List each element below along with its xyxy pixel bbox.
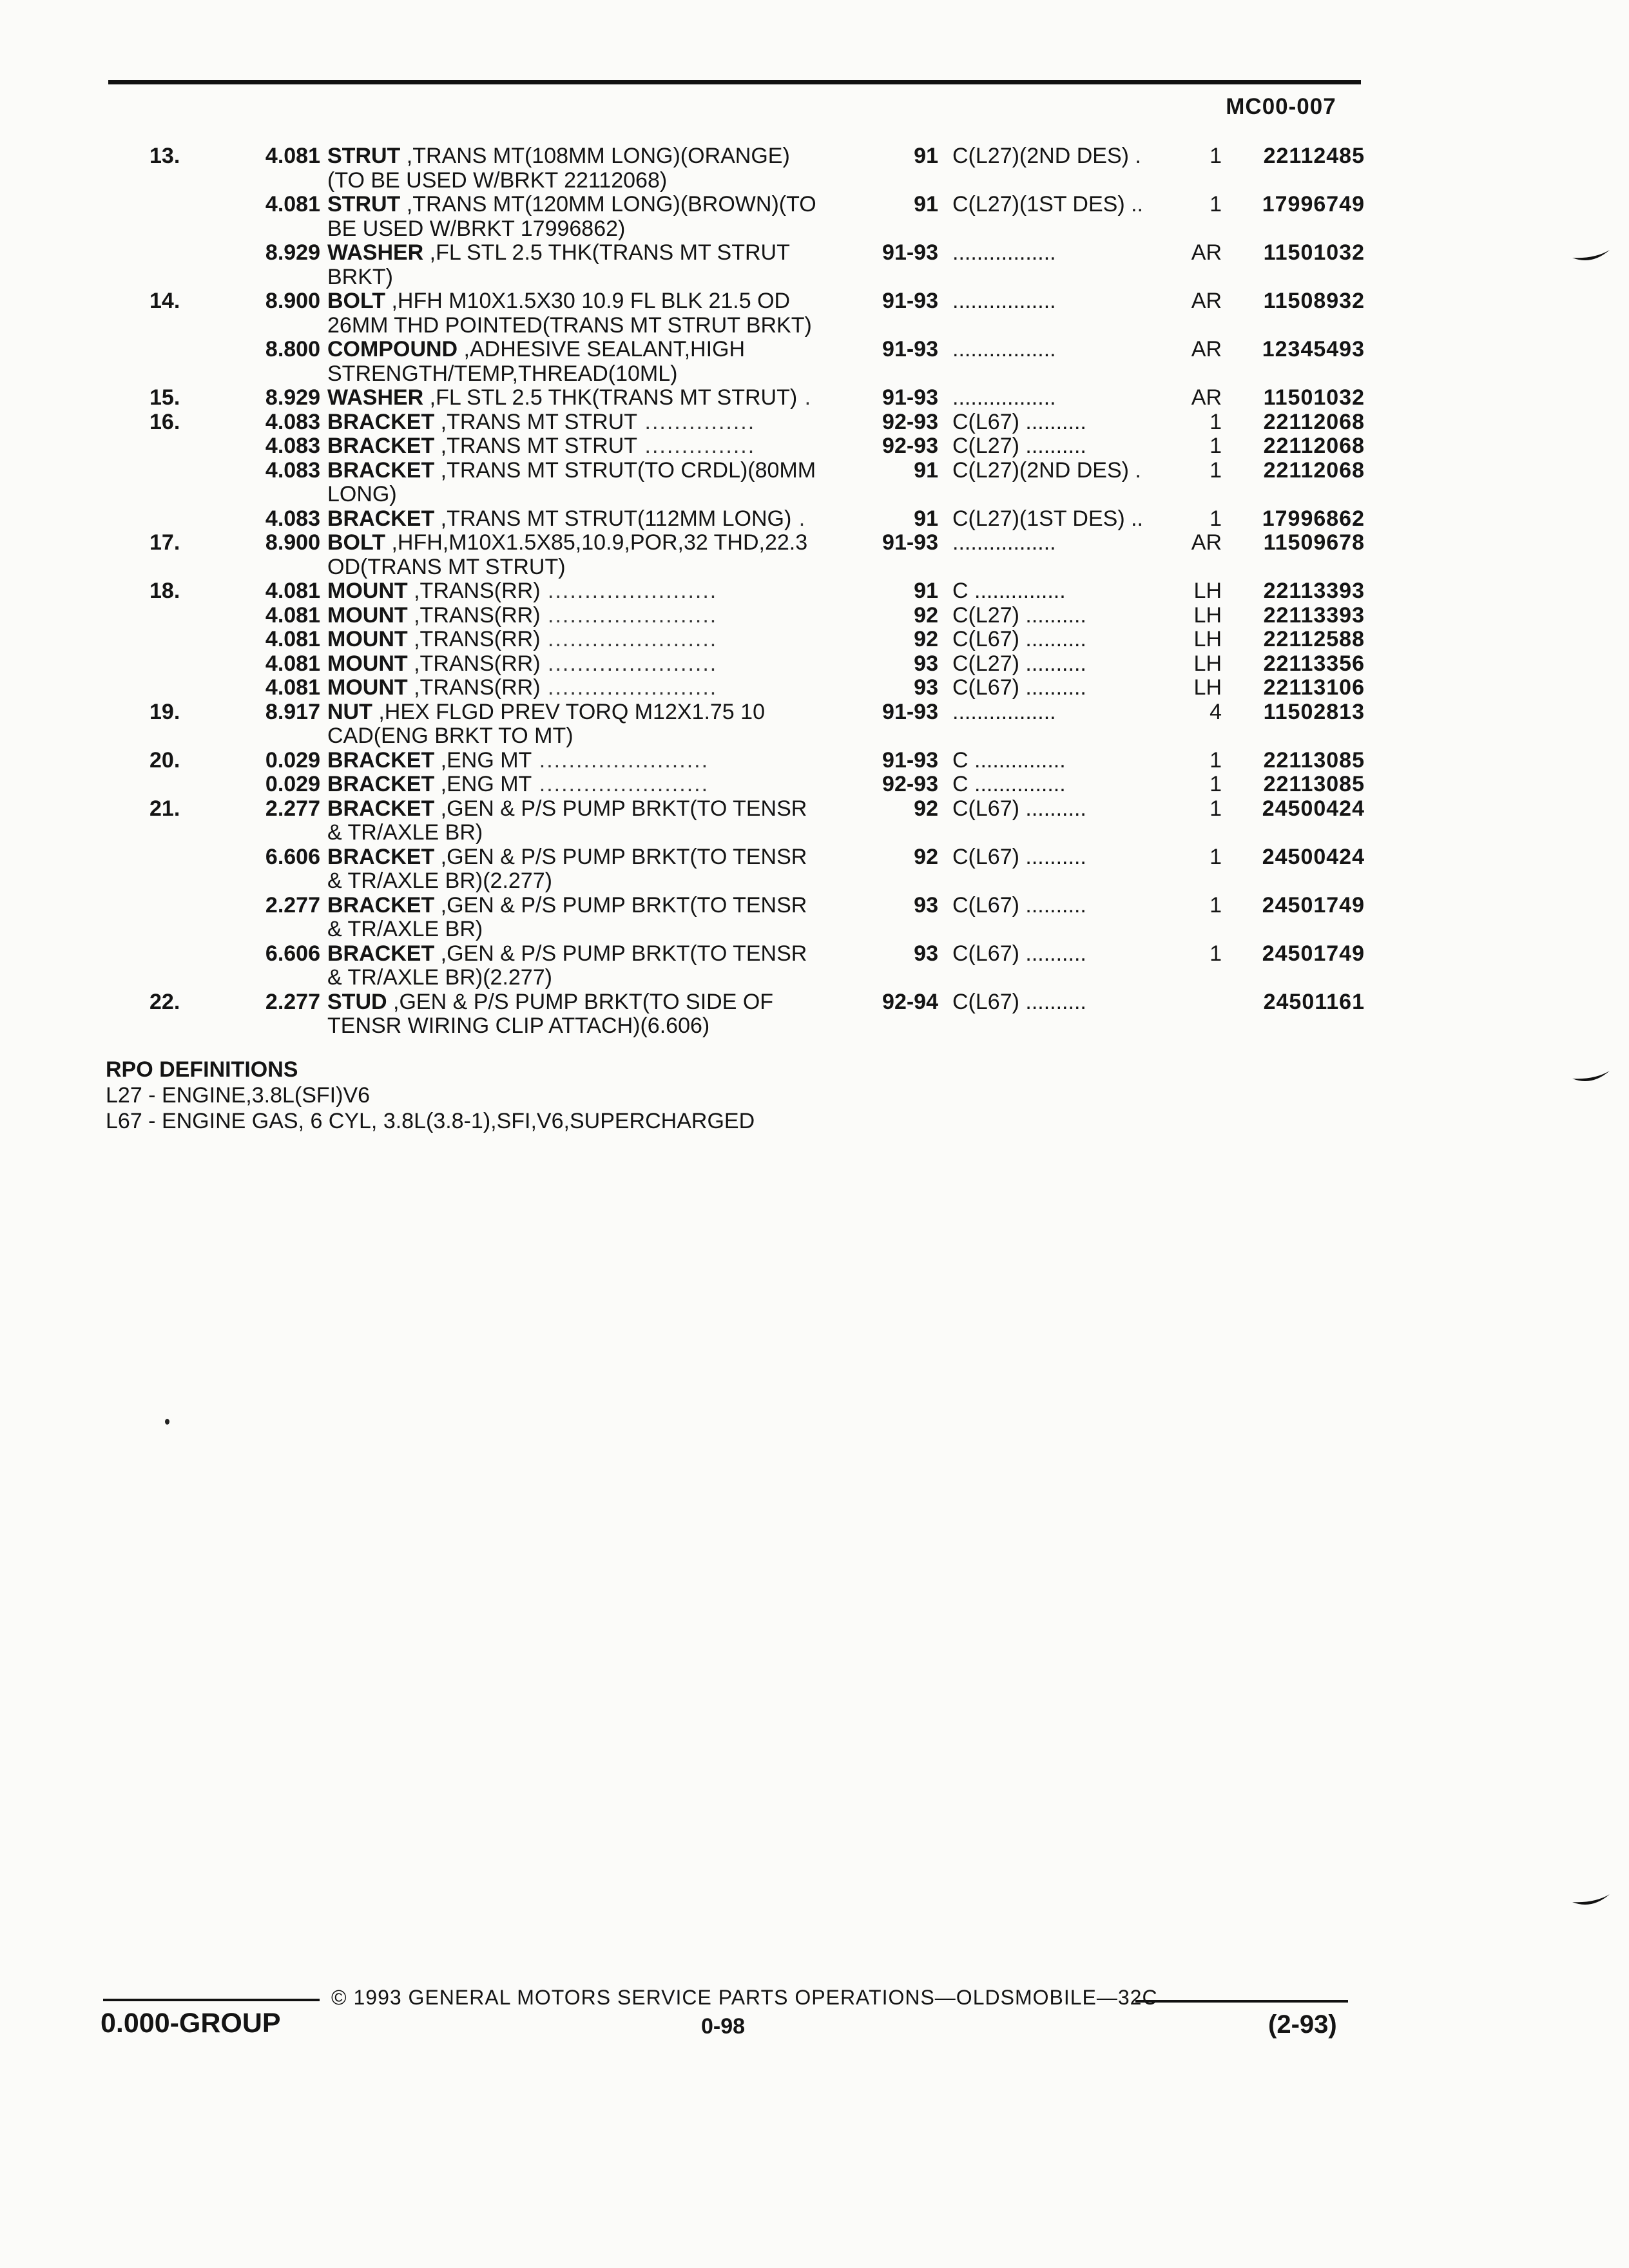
group-number: 6.606 xyxy=(265,941,320,966)
part-description xyxy=(327,966,851,990)
group-number: 6.606 xyxy=(265,845,320,869)
parts-row xyxy=(0,628,1629,653)
part-name: BRACKET xyxy=(327,434,435,458)
option-code: C(L27)(2ND DES) . xyxy=(952,459,1141,483)
option-code: C(L67) .......... xyxy=(952,410,1086,434)
part-description xyxy=(327,483,851,506)
parts-row xyxy=(0,894,1629,919)
leader-dots: ....................... xyxy=(532,773,709,796)
part-detail: ,TRANS MT STRUT xyxy=(434,434,638,458)
group-number: 4.081 xyxy=(265,579,320,603)
quantity: LH xyxy=(1193,675,1222,700)
part-number: 22113085 xyxy=(1263,748,1365,773)
binder-hole-mark-bottom xyxy=(1571,1890,1611,1910)
item-number: 14. xyxy=(149,289,180,313)
part-number: 22112068 xyxy=(1263,434,1365,458)
part-name: BRACKET xyxy=(327,845,435,869)
part-description xyxy=(327,990,851,1014)
part-name: BOLT xyxy=(327,289,386,313)
part-number: 11502813 xyxy=(1263,700,1365,724)
parts-row xyxy=(0,845,1629,871)
option-code: C(L27)(1ST DES) .. xyxy=(952,193,1144,216)
page-number: 0-98 xyxy=(701,2014,746,2039)
footer-rule-right xyxy=(1135,2000,1348,2003)
part-detail: ,TRANS MT STRUT(TO CRDL)(80MM xyxy=(434,459,816,483)
part-name: STRUT xyxy=(327,144,401,168)
part-name: MOUNT xyxy=(327,579,408,603)
part-description xyxy=(327,579,851,603)
part-description xyxy=(327,845,851,869)
group-number: 4.083 xyxy=(265,410,320,434)
quantity: 1 xyxy=(1210,506,1222,531)
model-years: 92 xyxy=(914,603,938,628)
group-number: 8.900 xyxy=(265,289,320,313)
model-years: 92 xyxy=(914,845,938,869)
part-detail: ,GEN & P/S PUMP BRKT(TO TENSR xyxy=(434,797,807,821)
model-years: 93 xyxy=(914,675,938,700)
parts-row xyxy=(0,410,1629,436)
item-number: 16. xyxy=(149,410,180,434)
part-description xyxy=(327,628,851,651)
quantity: 1 xyxy=(1210,845,1222,869)
model-years: 91 xyxy=(914,458,938,483)
part-detail: ,GEN & P/S PUMP BRKT(TO SIDE OF xyxy=(387,990,774,1014)
parts-row xyxy=(0,386,1629,412)
part-name: BRACKET xyxy=(327,459,435,483)
parts-row xyxy=(0,144,1629,170)
leader-dots: ....................... xyxy=(540,604,718,628)
part-description xyxy=(327,918,851,941)
option-code: C(L27)(2ND DES) . xyxy=(952,144,1141,168)
quantity: LH xyxy=(1193,603,1222,628)
part-name: MOUNT xyxy=(327,652,408,676)
rpo-title: RPO DEFINITIONS xyxy=(106,1057,298,1082)
model-years: 91-93 xyxy=(882,289,938,313)
group-number: 8.929 xyxy=(265,385,320,410)
part-detail: ,HFH M10X1.5X30 10.9 FL BLK 21.5 OD xyxy=(385,289,791,313)
model-years: 91-93 xyxy=(882,700,938,724)
quantity: LH xyxy=(1193,651,1222,676)
model-years: 93 xyxy=(914,941,938,966)
option-code: C(L67) .......... xyxy=(952,990,1086,1014)
parts-row xyxy=(0,942,1629,968)
leader-dots: ............... xyxy=(637,410,756,434)
option-code: ................. xyxy=(952,386,1056,410)
option-code: ................. xyxy=(952,700,1056,724)
group-number: 4.081 xyxy=(265,192,320,216)
parts-row-continuation xyxy=(0,821,1629,847)
model-years: 91-93 xyxy=(882,337,938,361)
option-code: ................. xyxy=(952,531,1056,555)
item-number: 13. xyxy=(149,144,180,168)
parts-row xyxy=(0,241,1629,267)
quantity: AR xyxy=(1191,337,1222,361)
part-description xyxy=(327,507,851,531)
group-number: 8.917 xyxy=(265,700,320,724)
part-detail: (TO BE USED W/BRKT 22112068) xyxy=(327,169,668,193)
part-detail: 26MM THD POINTED(TRANS MT STRUT BRKT) xyxy=(327,314,812,338)
parts-row xyxy=(0,990,1629,1016)
part-name: BRACKET xyxy=(327,894,435,918)
group-number: 4.081 xyxy=(265,675,320,700)
part-name: BRACKET xyxy=(327,797,435,821)
part-detail: ,FL STL 2.5 THK(TRANS MT STRUT) xyxy=(423,386,798,410)
part-description xyxy=(327,434,851,458)
group-number: 4.081 xyxy=(265,603,320,628)
part-detail: BE USED W/BRKT 17996862) xyxy=(327,217,626,241)
part-detail: TENSR WIRING CLIP ATTACH)(6.606) xyxy=(327,1014,710,1038)
group-number: 4.081 xyxy=(265,627,320,651)
parts-row xyxy=(0,700,1629,726)
leader-dots: ....................... xyxy=(532,749,709,773)
document-code: MC00-007 xyxy=(1226,94,1336,119)
group-number: 4.081 xyxy=(265,144,320,168)
parts-row-continuation xyxy=(0,966,1629,992)
item-number: 17. xyxy=(149,530,180,555)
part-detail: BRKT) xyxy=(327,265,393,289)
part-detail: ,ENG MT xyxy=(434,749,532,773)
option-code: C(L27) .......... xyxy=(952,652,1086,676)
parts-row xyxy=(0,434,1629,460)
copyright-line: © 1993 GENERAL MOTORS SERVICE PARTS OPERATIONS—OLDSMOBILE—32C xyxy=(331,1986,1158,2009)
part-description xyxy=(327,749,851,773)
group-label: 0.000-GROUP xyxy=(101,2008,281,2039)
item-number: 19. xyxy=(149,700,180,724)
scan-speck xyxy=(165,1419,169,1425)
part-number: 12345493 xyxy=(1262,337,1365,361)
part-detail: ,GEN & P/S PUMP BRKT(TO TENSR xyxy=(434,845,807,869)
parts-row-continuation xyxy=(0,265,1629,291)
item-number: 15. xyxy=(149,385,180,410)
part-description xyxy=(327,676,851,700)
item-number: 20. xyxy=(149,748,180,773)
parts-row xyxy=(0,507,1629,533)
model-years: 91 xyxy=(914,506,938,531)
option-code: C(L27) .......... xyxy=(952,604,1086,628)
quantity: 1 xyxy=(1210,144,1222,168)
parts-row-continuation xyxy=(0,918,1629,943)
part-description xyxy=(327,555,851,579)
leader-dots: ....................... xyxy=(540,652,718,676)
parts-row xyxy=(0,749,1629,774)
quantity: 1 xyxy=(1210,434,1222,458)
quantity: LH xyxy=(1193,627,1222,651)
quantity: AR xyxy=(1191,385,1222,410)
part-name: STUD xyxy=(327,990,387,1014)
part-description xyxy=(327,773,851,796)
part-detail: LONG) xyxy=(327,483,397,506)
parts-row xyxy=(0,459,1629,485)
part-name: BRACKET xyxy=(327,507,435,531)
leader-dots: ....................... xyxy=(540,579,718,603)
group-number: 4.081 xyxy=(265,651,320,676)
leader-dots: ....................... xyxy=(540,628,718,651)
part-detail: ,FL STL 2.5 THK(TRANS MT STRUT xyxy=(423,241,790,265)
part-detail: ,TRANS MT(108MM LONG)(ORANGE) xyxy=(400,144,790,168)
part-number: 22112068 xyxy=(1263,410,1365,434)
option-code: C(L27)(1ST DES) .. xyxy=(952,507,1144,531)
part-number: 22113356 xyxy=(1263,651,1365,676)
part-number: 24501749 xyxy=(1262,941,1365,966)
part-detail: ,ENG MT xyxy=(434,773,532,796)
part-number: 24501161 xyxy=(1263,990,1365,1014)
option-code: C(L27) .......... xyxy=(952,434,1086,458)
part-detail: ,TRANS MT STRUT(112MM LONG) xyxy=(434,507,792,531)
quantity: 1 xyxy=(1210,941,1222,966)
part-description xyxy=(327,459,851,483)
parts-row-continuation xyxy=(0,314,1629,340)
part-name: MOUNT xyxy=(327,676,408,700)
part-description xyxy=(327,386,851,410)
top-rule xyxy=(108,80,1361,84)
part-description xyxy=(327,942,851,966)
part-detail: ,TRANS(RR) xyxy=(407,676,541,700)
quantity: 1 xyxy=(1210,748,1222,773)
part-number: 22112588 xyxy=(1263,627,1365,651)
item-number: 21. xyxy=(149,796,180,821)
part-description xyxy=(327,289,851,313)
item-number: 22. xyxy=(149,990,180,1014)
part-number: 24500424 xyxy=(1262,845,1365,869)
model-years: 92 xyxy=(914,627,938,651)
quantity: 1 xyxy=(1210,772,1222,796)
part-detail: & TR/AXLE BR)(2.277) xyxy=(327,869,552,893)
model-years: 93 xyxy=(914,893,938,918)
parts-row-continuation xyxy=(0,555,1629,581)
part-name: BOLT xyxy=(327,531,386,555)
part-description xyxy=(327,144,851,168)
parts-row xyxy=(0,676,1629,702)
group-number: 8.900 xyxy=(265,530,320,555)
part-number: 24500424 xyxy=(1262,796,1365,821)
part-detail: OD(TRANS MT STRUT) xyxy=(327,555,566,579)
part-name: NUT xyxy=(327,700,372,724)
part-description xyxy=(327,193,851,216)
model-years: 92-93 xyxy=(882,410,938,434)
rpo-definitions xyxy=(106,1057,755,1134)
part-detail: ,TRANS(RR) xyxy=(407,579,541,603)
part-detail: & TR/AXLE BR)(2.277) xyxy=(327,966,552,990)
model-years: 92 xyxy=(914,796,938,821)
part-detail: ,HEX FLGD PREV TORQ M12X1.75 10 xyxy=(372,700,765,724)
part-description xyxy=(327,604,851,628)
quantity: 1 xyxy=(1210,893,1222,918)
part-name: BRACKET xyxy=(327,749,435,773)
parts-row xyxy=(0,289,1629,315)
part-description xyxy=(327,265,851,289)
part-detail: & TR/AXLE BR) xyxy=(327,821,483,845)
part-description xyxy=(327,894,851,918)
part-detail: ,TRANS MT STRUT xyxy=(434,410,638,434)
model-years: 91-93 xyxy=(882,240,938,265)
option-code: C(L67) .......... xyxy=(952,797,1086,821)
part-number: 22113393 xyxy=(1263,579,1365,603)
option-code: C(L67) .......... xyxy=(952,942,1086,966)
group-number: 4.083 xyxy=(265,458,320,483)
part-number: 22113393 xyxy=(1263,603,1365,628)
group-number: 0.029 xyxy=(265,748,320,773)
option-code: ................. xyxy=(952,289,1056,313)
parts-row-continuation xyxy=(0,217,1629,243)
part-name: BRACKET xyxy=(327,942,435,966)
part-number: 22113106 xyxy=(1263,675,1365,700)
option-code: C(L67) .......... xyxy=(952,894,1086,918)
part-number: 22112485 xyxy=(1263,144,1365,168)
group-number: 2.277 xyxy=(265,893,320,918)
part-number: 22112068 xyxy=(1263,458,1365,483)
model-years: 92-93 xyxy=(882,434,938,458)
part-number: 22113085 xyxy=(1263,772,1365,796)
part-detail: & TR/AXLE BR) xyxy=(327,918,483,941)
model-years: 92-94 xyxy=(882,990,938,1014)
part-name: MOUNT xyxy=(327,604,408,628)
part-description xyxy=(327,338,851,361)
parts-row xyxy=(0,797,1629,823)
part-number: 11509678 xyxy=(1263,530,1365,555)
part-description xyxy=(327,531,851,555)
footer-rule-left xyxy=(103,1999,320,2001)
part-detail: ,GEN & P/S PUMP BRKT(TO TENSR xyxy=(434,894,807,918)
part-name: WASHER xyxy=(327,386,424,410)
quantity: AR xyxy=(1191,289,1222,313)
option-code: C(L67) .......... xyxy=(952,845,1086,869)
part-number: 11501032 xyxy=(1263,385,1365,410)
rpo-definition-l27: L27 - ENGINE,3.8L(SFI)V6 xyxy=(106,1083,371,1108)
model-years: 91-93 xyxy=(882,385,938,410)
group-number: 0.029 xyxy=(265,772,320,796)
part-description xyxy=(327,217,851,241)
part-description xyxy=(327,314,851,338)
part-name: WASHER xyxy=(327,241,424,265)
model-years: 91 xyxy=(914,579,938,603)
part-description xyxy=(327,869,851,893)
part-name: COMPOUND xyxy=(327,338,458,361)
part-description xyxy=(327,797,851,821)
part-number: 11501032 xyxy=(1263,240,1365,265)
part-detail: ,ADHESIVE SEALANT,HIGH xyxy=(458,338,746,361)
part-description xyxy=(327,241,851,265)
item-number: 18. xyxy=(149,579,180,603)
parts-row xyxy=(0,652,1629,678)
quantity: AR xyxy=(1191,240,1222,265)
quantity: AR xyxy=(1191,530,1222,555)
part-description xyxy=(327,169,851,193)
group-number: 4.083 xyxy=(265,434,320,458)
part-number: 11508932 xyxy=(1263,289,1365,313)
part-number: 17996749 xyxy=(1262,192,1365,216)
part-detail: CAD(ENG BRKT TO MT) xyxy=(327,724,574,748)
part-name: BRACKET xyxy=(327,410,435,434)
binder-hole-mark-top xyxy=(1571,246,1611,265)
group-number: 4.083 xyxy=(265,506,320,531)
parts-row xyxy=(0,579,1629,605)
parts-row xyxy=(0,193,1629,218)
part-description xyxy=(327,821,851,845)
option-code: C ............... xyxy=(952,579,1066,603)
option-code: ................. xyxy=(952,241,1056,265)
group-number: 2.277 xyxy=(265,990,320,1014)
model-years: 91 xyxy=(914,192,938,216)
binder-hole-mark-middle xyxy=(1571,1067,1611,1086)
model-years: 91-93 xyxy=(882,748,938,773)
model-years: 92-93 xyxy=(882,772,938,796)
parts-row-continuation xyxy=(0,362,1629,388)
parts-row xyxy=(0,531,1629,557)
quantity: 4 xyxy=(1210,700,1222,724)
part-name: STRUT xyxy=(327,193,401,216)
part-number: 17996862 xyxy=(1262,506,1365,531)
revision-date: (2-93) xyxy=(1268,2010,1337,2039)
group-number: 8.800 xyxy=(265,337,320,361)
quantity: 1 xyxy=(1210,410,1222,434)
parts-row xyxy=(0,773,1629,798)
option-code: C ............... xyxy=(952,773,1066,796)
option-code: C(L67) .......... xyxy=(952,628,1086,651)
model-years: 93 xyxy=(914,651,938,676)
option-code: C ............... xyxy=(952,749,1066,773)
option-code: C(L67) .......... xyxy=(952,676,1086,700)
part-detail: ,HFH,M10X1.5X85,10.9,POR,32 THD,22.3 xyxy=(385,531,808,555)
group-number: 8.929 xyxy=(265,240,320,265)
parts-row-continuation xyxy=(0,869,1629,895)
parts-row xyxy=(0,604,1629,629)
parts-row-continuation xyxy=(0,1014,1629,1040)
group-number: 2.277 xyxy=(265,796,320,821)
leader-dots: ....................... xyxy=(540,676,718,700)
quantity: 1 xyxy=(1210,458,1222,483)
part-detail: ,TRANS(RR) xyxy=(407,652,541,676)
part-description xyxy=(327,724,851,748)
leader-dots: . xyxy=(797,386,813,410)
option-code: ................. xyxy=(952,338,1056,361)
quantity: LH xyxy=(1193,579,1222,603)
part-detail: ,TRANS(RR) xyxy=(407,604,541,628)
part-detail: ,TRANS(RR) xyxy=(407,628,541,651)
part-description xyxy=(327,410,851,434)
part-description xyxy=(327,362,851,386)
part-detail: STRENGTH/TEMP,THREAD(10ML) xyxy=(327,362,678,386)
part-detail: ,GEN & P/S PUMP BRKT(TO TENSR xyxy=(434,942,807,966)
part-number: 24501749 xyxy=(1262,893,1365,918)
part-description xyxy=(327,652,851,676)
part-description xyxy=(327,700,851,724)
leader-dots: . xyxy=(791,507,807,531)
quantity: 1 xyxy=(1210,192,1222,216)
part-description xyxy=(327,1014,851,1038)
part-detail: ,TRANS MT(120MM LONG)(BROWN)(TO xyxy=(400,193,816,216)
leader-dots: ............... xyxy=(637,434,756,458)
model-years: 91 xyxy=(914,144,938,168)
parts-row xyxy=(0,338,1629,363)
part-name: BRACKET xyxy=(327,773,435,796)
part-name: MOUNT xyxy=(327,628,408,651)
parts-row-continuation xyxy=(0,169,1629,195)
parts-row-continuation xyxy=(0,724,1629,750)
parts-row-continuation xyxy=(0,483,1629,508)
rpo-definition-l67: L67 - ENGINE GAS, 6 CYL, 3.8L(3.8-1),SFI,V6,SUPERCHARGED xyxy=(106,1109,755,1133)
quantity: 1 xyxy=(1210,796,1222,821)
model-years: 91-93 xyxy=(882,530,938,555)
